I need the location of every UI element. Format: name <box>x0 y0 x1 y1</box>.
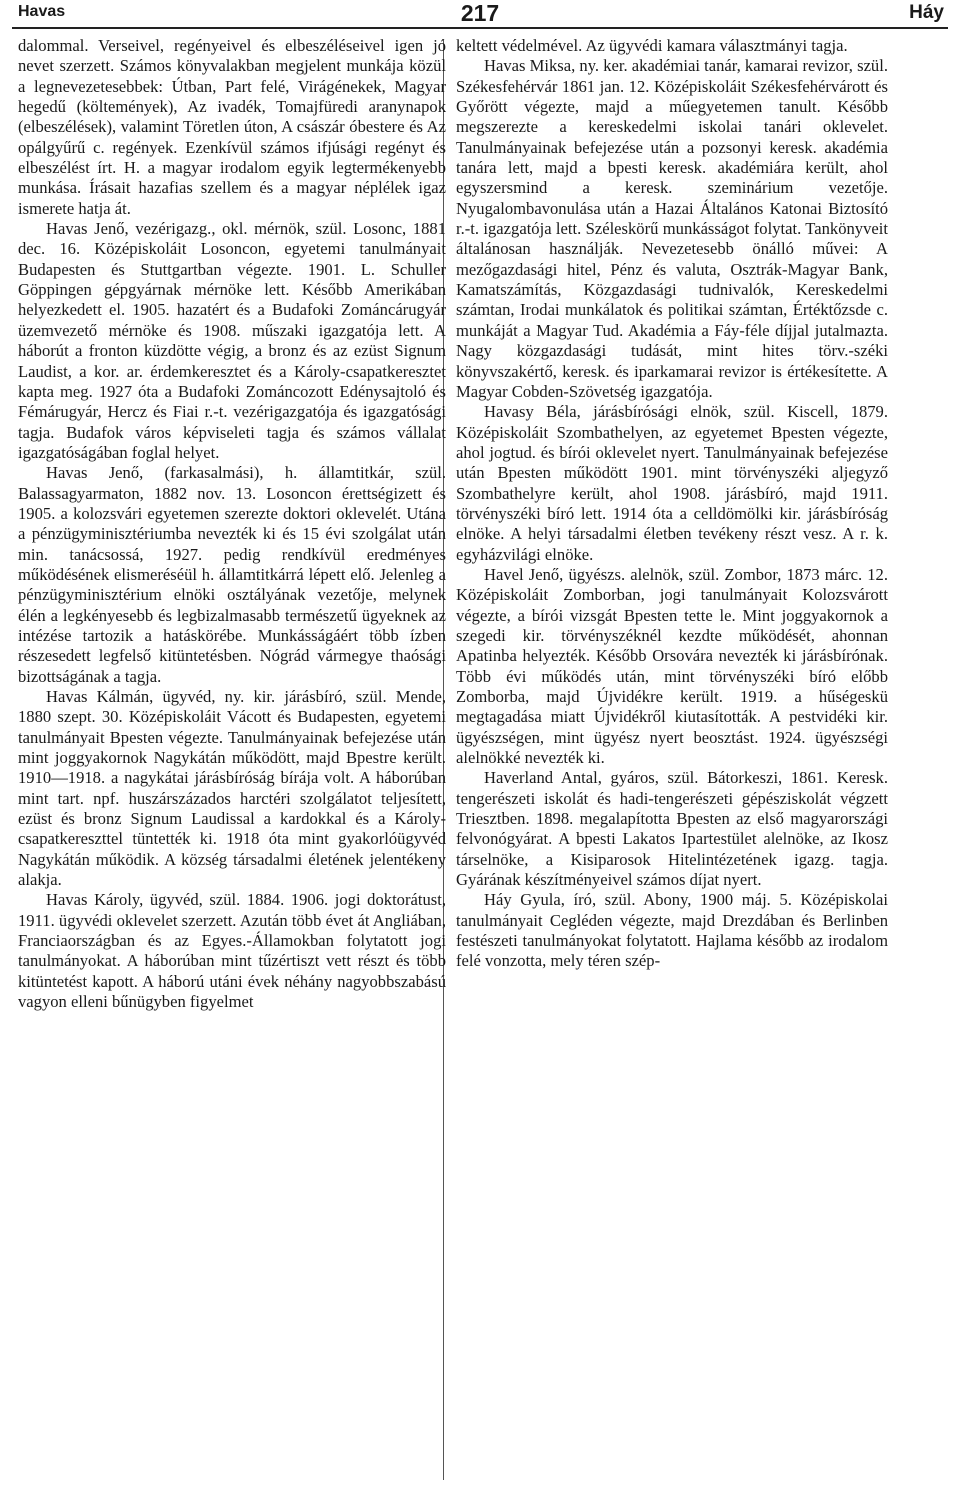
left-column <box>18 36 446 1013</box>
page-header <box>12 0 948 24</box>
header-right-keyword: Háy <box>909 2 944 23</box>
page-number: 217 <box>460 0 500 26</box>
header-left-keyword: Havas <box>18 3 66 20</box>
entry-paragraph: Háy Gyula, író, szül. Abony, 1900 máj. 5. Középiskolai tanulmányait Cegléden végezte, majd Drezdában és Berlinben festészeti tanulmányokat folytatott. Hajlama később az irodalom felé vonzotta, mely téren szép- <box>456 890 888 971</box>
entry-paragraph: Haverland Antal, gyáros, szül. Bátorkeszi, 1861. Keresk. tengerészeti iskolát és hadi-tengerészeti gépésziskolát végzett Triesztben. 1898. megalapította Bpesten az első magyarországi felvonógyárat. A bpesti Lakatos Ipartestület alelnöke, az Ikosz társelnöke, a Kisiparosok Hitelintézetének igazg. tagja. Gyárának készítményeivel számos díjat nyert. <box>456 768 888 890</box>
entry-paragraph: keltett védelmével. Az ügyvédi kamara választmányi tagja. <box>456 36 848 55</box>
entry-paragraph: Havel Jenő, ügyészs. alelnök, szül. Zombor, 1873 márc. 12. Középiskoláit Zomborban, jogi tanulmányait Kolozsvárott végezte, a bírói vizsgát Bpesten tette le. Mint joggyakornok a szegedi kir. törvényszéknél kezdte működését, ahonnan Apatinba helyezték. Később Orsovára nevezték ki járásbírónak. Több évi működés után, mint törvényszéki bíró előbb Zomborba, majd Újvidékre került. 1919. a hűségeskü megtagadása miatt Újvidékről kiutasították. A pestvidéki kir. ügyészségen, mint ügyész nyert beosztást. 1924. ügyészségi alelnökké nevezték ki. <box>456 564 888 768</box>
entry-paragraph: Havas Kálmán, ügyvéd, ny. kir. járásbíró, szül. Mende, 1880 szept. 30. Középiskoláit Vácott és Budapesten, egyetemi tanulmányait Bpesten végezte. Tanulmányainak befejezése után mint joggyakornok Nagykátán működött, majd Bpestre került. 1910—1918. a nagykátai járásbíróság bírája volt. A háborúban mint tart. npf. huszárszázados harctéri szolgálatot teljesített, ezüst és bronz Signum Laudissal a kardokkal és a Károly-csapatkereszttel tüntették ki. 1918 óta mint gyakorlóügyvéd Nagykátán működik. A község társadalmi életének jelentékeny alakja. <box>18 687 446 890</box>
right-column <box>456 36 888 972</box>
header-rule <box>12 27 948 29</box>
entry-paragraph: Havas Jenő, (farkasalmási), h. államtitkár, szül. Balassagyarmaton, 1882 nov. 13. Losoncon érettségizett és 1905. a kolozsvári egyetemen szerezte doktori oklevelét. Utána a pénzügyminisztériumba nevezték ki és 15 évi szolgálat után min. tanácsossá, 1927. pedig rendkívül eredményes működésének elismeréséül h. államtitkárrá lépett elő. Jelenleg a pénzügyminisztérium elnöki osztályának vezetője, melynek élén a legkényesebb és legbizalmasabb természetű ügyeknek az intézése tartozik a hatáskörébe. Munkásságáért több ízben részesedett legfelső kitüntetésben. Nógrád vármegye thaósági bizottságának a tagja. <box>18 463 446 686</box>
entry-paragraph: Havas Miksa, ny. ker. akadémiai tanár, kamarai revizor, szül. Székesfehérvár 1861 jan. 12. Középiskoláit Székesfehérvárott és Győrött végezte, majd a műegyetemen tanult. Később megszerezte a kereskedelmi iskolai tanári oklevelet. Tanulmányainak befejezése után a pozsonyi keresk. akadémia tanára lett, majd a bpesti keresk. akadémiára került, ahol egyszersmind a keresk. szeminárium vezetője. Nyugalombavonulása után a Hazai Általános Katonai Biztosító r.-t. igazgatója lett. Széleskörű munkásságot folytat. Tankönyveit általánosan használják. Nevezetesebb önálló művei: A mezőgazdasági hitel, Pénz és valuta, Osztrák-Magyar Bank, Kamatszámítás, Közgazdasági tudnivalók, Kereskedelmi számtan, Irodai munkálatok és politikai számtan, Értéktőzsde c. munkáját a Magyar Tud. Akadémia a Fáy-féle díjjal jutalmazta. Nagy közgazdasági tudását, mint hites törv.-széki könyvszakértő, keresk. és iparkamarai revizor is értékesítette. A Magyar Cobden-Szövetség igazgatója. <box>456 56 888 401</box>
entry-paragraph: Havasy Béla, járásbírósági elnök, szül. Kiscell, 1879. Középiskoláit Szombathelyen, az egyetemet Bpesten végezte, ahol jogtud. és bírói oklevelet nyert. Tanulmányainak befejezése után Bpesten működött 1901. mint törvényszéki aljegyző Szombathelyre került, ahol 1908. járásbíró, majd 1911. törvényszéki bíró lett. 1914 óta a celldömölki kir. járásbíróság elnöke. A helyi társadalmi életben tevékeny részt vesz. A r. k. egyházvilági elnöke. <box>456 402 888 564</box>
entry-paragraph: Havas Jenő, vezérigazg., okl. mérnök, szül. Losonc, 1881 dec. 16. Középiskoláit Losoncon, egyetemi tanulmányait Budapesten és Stuttgartban végezte. 1901. L. Schuller Göppingen gépgyárnak mérnöke lett. Később Amerikában helyezkedett el. 1905. hazatért és a Budafoki Zománcárugyár üzemvezető mérnöke és 1908. műszaki igazgatója lett. A háborút a fronton küzdötte végig, a bronz és az ezüst Signum Laudist, a kor. ar. érdemkeresztet és a Károly-csapatkeresztet kapta meg. 1927 óta a Budafoki Zománcozott Edénysajtoló és Fémárugyár, Hercz és Fiai r.-t. vezérigazgatója és igazgatósági tagja. Budafok város képviseleti tagja és számos vállalat igazgatóságában foglal helyet. <box>18 219 446 462</box>
entry-paragraph: Havas Károly, ügyvéd, szül. 1884. 1906. jogi doktorátust, 1911. ügyvédi oklevelet szerzett. Azután több évet át Angliában, Franciaországban és az Egyes.-Államokban folytatott jogi tanulmányokat. A háborúban mint tűzértiszt vett részt és több kitüntetést kapott. A háború utáni évek néhány nagyobbszabású vagyon elleni bűnügyben figyelmet <box>18 890 446 1012</box>
entry-paragraph: dalommal. Verseivel, regényeivel és elbeszéléseivel igen jó nevet szerzett. Számos könyvalakban megjelent munkája közül a legnevezetesebbek: Útban, Part felé, Virágénekek, Magyar hegedű (költemények), Az ivadék, Tomajfüredi aranynapok (elbeszélések), valamint Töretlen úton, A császár óbestere és Az opálgyűrű c. regények. Ezenkívül számos ifjúsági regényt és elbeszélést írt. H. a magyar irodalom egyik legtermékenyebb munkása. Írásait hazafias szellem és a magyar néplélek igaz ismerete hatja át. <box>18 36 446 218</box>
